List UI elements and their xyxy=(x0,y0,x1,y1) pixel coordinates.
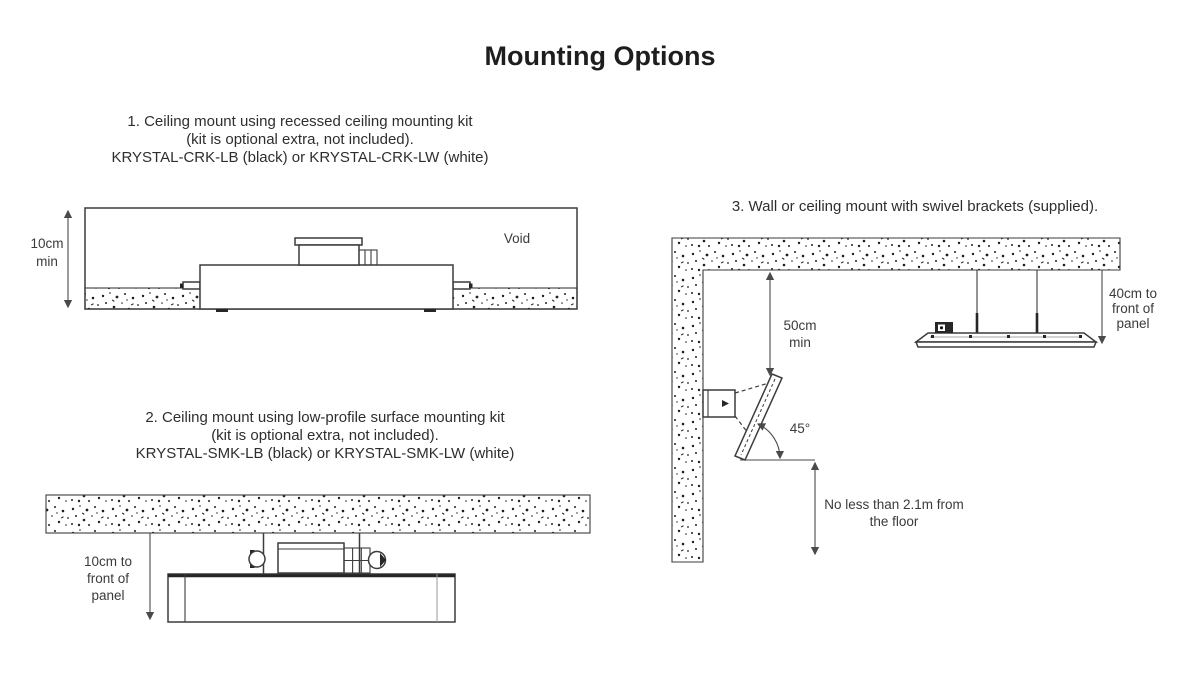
option1-heading xyxy=(60,113,540,167)
ceiling-band xyxy=(46,495,590,533)
dim-line1: 10cm to xyxy=(83,554,133,569)
diagram-surface-ceiling-mount xyxy=(30,480,610,650)
option2-heading xyxy=(85,409,565,463)
ceiling-band-left xyxy=(85,288,200,309)
dim-line3: panel xyxy=(91,588,125,603)
gap-min-label: min xyxy=(789,335,811,350)
dimension-10cm-front xyxy=(84,533,150,619)
ceiling-band-right xyxy=(453,288,577,309)
front-line3: panel xyxy=(1116,316,1150,331)
diagram-recessed-ceiling-mount xyxy=(20,195,600,325)
option2-heading-line3: KRYSTAL-SMK-LB (black) or KRYSTAL-SMK-LW (white) xyxy=(135,445,515,462)
junction-box-lid xyxy=(295,238,362,245)
bolt-left xyxy=(249,550,265,568)
dim-min-label: min xyxy=(36,254,58,269)
surface-bracket xyxy=(249,533,386,574)
dimension-40cm-front xyxy=(1102,270,1157,343)
panel-rim xyxy=(916,342,1096,347)
panel-body xyxy=(200,265,453,309)
option2-heading-line2: (kit is optional extra, not included). xyxy=(211,427,439,444)
suspended-panel xyxy=(916,270,1096,347)
angle-label: 45° xyxy=(789,421,811,436)
cable-connector xyxy=(344,548,370,573)
swivel-bracket-panel xyxy=(703,374,782,460)
dimension-45deg xyxy=(758,421,810,458)
panel-face xyxy=(916,333,1096,342)
mounting-clip-right xyxy=(453,282,470,289)
junction-box xyxy=(935,322,953,333)
front-line1: 40cm to xyxy=(1108,286,1158,301)
panel-foot-left xyxy=(216,309,228,312)
gap-50cm-label: 50cm xyxy=(783,318,817,333)
void-label: Void xyxy=(503,231,531,246)
panel-foot-right xyxy=(424,309,436,312)
diagram-swivel-bracket-mount xyxy=(650,225,1180,585)
option3-heading-line1: 3. Wall or ceiling mount with swivel brackets (supplied). xyxy=(731,198,1099,215)
option1-heading-line2: (kit is optional extra, not included). xyxy=(186,131,414,148)
dim-10cm-label: 10cm xyxy=(30,236,64,251)
front-line2: front of xyxy=(1111,301,1155,316)
dimension-50cm-min xyxy=(770,273,817,375)
floor-line1: No less than 2.1m from xyxy=(824,497,964,512)
panel-body xyxy=(168,574,455,622)
floor-line2: the floor xyxy=(869,514,919,529)
mounting-clip-left xyxy=(183,282,200,289)
option2-heading-line1: 2. Ceiling mount using low-profile surface mounting kit xyxy=(145,409,505,426)
junction-box xyxy=(278,543,344,573)
option1-heading-line1: 1. Ceiling mount using recessed ceiling mounting kit xyxy=(127,113,473,130)
option1-heading-line3: KRYSTAL-CRK-LB (black) or KRYSTAL-CRK-LW (white) xyxy=(111,149,489,166)
dimension-floor-clearance xyxy=(740,460,964,554)
page-title: Mounting Options xyxy=(484,41,716,71)
dimension-10cm-min xyxy=(30,211,68,307)
angle-arc xyxy=(758,424,780,458)
junction-box xyxy=(299,245,359,265)
option3-heading xyxy=(650,198,1180,216)
bolt-right xyxy=(369,552,387,569)
dim-line2: front of xyxy=(86,571,130,586)
